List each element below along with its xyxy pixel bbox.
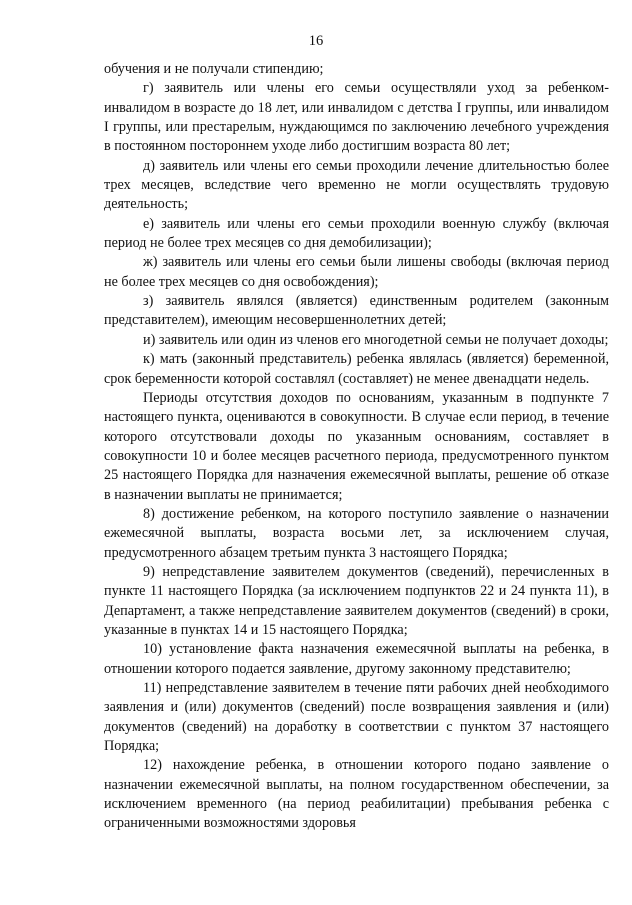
paragraph: 8) достижение ребенком, на которого поступило заявление о назначении ежемесячной выплаты, возраста восьми лет, за исключением случая, предусмотренного абзацем третьим пункта 3 настоящего Порядка; xyxy=(104,505,609,561)
page-number: 16 xyxy=(308,33,324,49)
document-body xyxy=(104,60,609,834)
paragraph: 12) нахождение ребенка, в отношении которого подано заявление о назначении ежемесячной выплаты, на полном государственном обеспечении, за исключением временного (на период реабилитации) пребывания ребенка с ограниченными возможностями здоровья xyxy=(104,757,609,832)
paragraph: з) заявитель являлся (является) единственным родителем (законным представителем), имеющим несовершеннолетних детей; xyxy=(104,293,609,329)
paragraph: е) заявитель или члены его семьи проходили военную службу (включая период не более трех месяцев со дня демобилизации); xyxy=(104,215,609,252)
paragraph: обучения и не получали стипендию; xyxy=(104,61,324,77)
paragraph: д) заявитель или члены его семьи проходили лечение длительностью более трех месяцев, вследствие чего временно не могли осуществлять трудовую деятельность; xyxy=(104,157,609,213)
paragraph: 10) установление факта назначения ежемесячной выплаты на ребенка, в отношении которого подается заявление, другому законному представителю; xyxy=(104,641,609,677)
paragraph: г) заявитель или члены его семьи осуществляли уход за ребенком-инвалидом в возрасте до 18 лет, или инвалидом с детства I группы, или инвалидом I группы, или престарелым, нуждающимся по заключению лечебного учреждения в постоянном постороннем уходе либо достигшим возраста 80 лет; xyxy=(104,80,609,155)
paragraph: Периоды отсутствия доходов по основаниям, указанным в подпункте 7 настоящего пункта, оцениваются в совокупности. В случае если период, в течение которого отсутствовали доходы по указанным основаниям, составляет в совокупности 10 и более месяцев расчетного периода, предусмотренного пунктом 25 настоящего Порядка для назначения ежемесячной выплаты, решение об отказе в назначении выплаты не принимается; xyxy=(104,389,609,503)
paragraph: 9) непредставление заявителем документов (сведений), перечисленных в пункте 11 настоящего Порядка (за исключением подпунктов 22 и 24 пункта 11), в Департамент, а также непредставление заявителем документов (сведений) в сроки, указанные в пунктах 14 и 15 настоящего Порядка; xyxy=(104,563,609,638)
paragraph: ж) заявитель или члены его семьи были лишены свободы (включая период не более трех месяцев со дня освобождения); xyxy=(104,254,609,290)
paragraph: и) заявитель или один из членов его многодетной семьи не получает доходы; xyxy=(143,331,609,348)
paragraph: к) мать (законный представитель) ребенка являлась (является) беременной, срок беременности которой составлял (составляет) не менее двенадцати недель. xyxy=(104,351,609,387)
paragraph: 11) непредставление заявителем в течение пяти рабочих дней необходимого заявления и (или) документов (сведений) после возвращения заявления и (или) документов (сведений) на доработку в соответствии с пунктом 37 настоящего Порядка; xyxy=(104,680,609,755)
